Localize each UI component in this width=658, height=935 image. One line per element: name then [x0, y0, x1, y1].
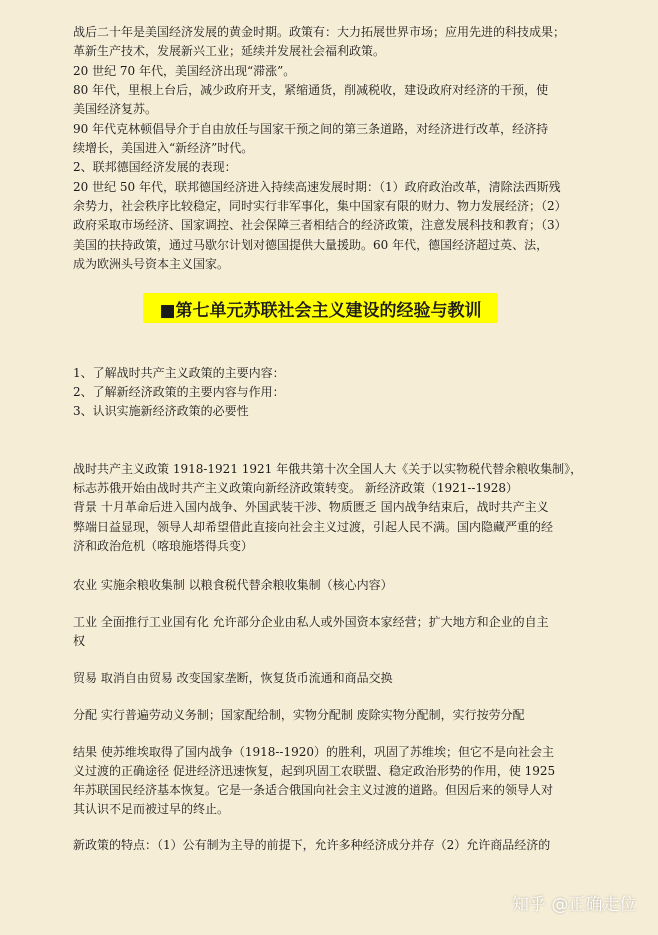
text-line: 美国的扶持政策，通过马歇尔计划对德国提供大量援助。60 年代，德国经济超过英、法，: [73, 238, 549, 252]
text-line: 成为欧洲头号资本主义国家。: [73, 257, 230, 271]
text-line: 20 世纪 70 年代，美国经济出现“滞涨”。: [73, 64, 296, 78]
objective-item: 1、了解战时共产主义政策的主要内容：: [73, 366, 285, 380]
policy-row-agriculture: 农业 实施余粮收集制 以粮食税代替余粮收集制（核心内容）: [73, 578, 393, 592]
text-line: 美国经济复苏。: [73, 102, 158, 116]
objective-item: 3、认识实施新经济政策的必要性: [73, 404, 249, 418]
text-line: 权: [73, 634, 86, 648]
text-line: 年苏联国民经济基本恢复。它是一条适合俄国向社会主义过渡的道路。但因后来的领导人对: [73, 783, 554, 797]
text-line: 济和政治危机（喀琅施塔得兵变）: [73, 539, 254, 553]
watermark: 知乎 @正确走位: [512, 895, 637, 915]
text-line: 革新生产技术，发展新兴工业；延续并发展社会福利政策。: [73, 44, 386, 58]
policy-row-distribution: 分配 实行普遍劳动义务制；国家配给制，实物分配制 废除实物分配制，实行按劳分配: [73, 708, 525, 722]
unit-heading: ■第七单元苏联社会主义建设的经验与教训: [143, 293, 498, 323]
text-line: 80 年代，里根上台后，减少政府开支，紧缩通货，削减税收，建设政府对经济的干预，使: [73, 83, 549, 97]
text-line: 背景 十月革命后进入国内战争、外国武装干涉、物质匮乏 国内战争结束后，战时共产主义: [73, 500, 549, 514]
policy-row-result: 结果 使苏维埃取得了国内战争（1918--1920）的胜利，巩固了苏维埃；但它不是向社会主: [73, 745, 555, 759]
text-line: 2、联邦德国经济发展的表现：: [73, 160, 237, 174]
text-line: 其认识不足而被过早的终止。: [73, 802, 230, 816]
text-line: 政府采取市场经济、国家调控、社会保障三者相结合的经济政策，注意发展科技和教育；（3）: [73, 218, 567, 232]
text-line: 90 年代克林顿倡导介于自由放任与国家干预之间的第三条道路，对经济进行改革，经济持: [73, 122, 549, 136]
text-line: 战时共产主义政策 1918-1921 1921 年俄共第十次全国人大《关于以实物税代替余粮收集制》，: [73, 462, 583, 476]
policy-row-industry: 工业 全面推行工业国有化 允许部分企业由私人或外国资本家经营；扩大地方和企业的自主: [73, 615, 549, 629]
text-line: 20 世纪 50 年代，联邦德国经济进入持续高速发展时期：（1）政府政治改革，清除法西斯残: [73, 180, 561, 194]
text-line: 义过渡的正确途径 促进经济迅速恢复，起到巩固工农联盟、稳定政治形势的作用，使 1925: [73, 764, 556, 778]
text-line: 标志苏俄开始由战时共产主义政策向新经济政策转变。 新经济政策（1921--1928）: [73, 481, 519, 495]
text-line: 新政策的特点：（1）公有制为主导的前提下，允许多种经济成分并存（2）允许商品经济的: [73, 838, 551, 852]
objective-item: 2、了解新经济政策的主要内容与作用：: [73, 385, 285, 399]
text-line: 弊端日益显现，领导人却希望借此直接向社会主义过渡，引起人民不满。国内隐藏严重的经: [73, 520, 554, 534]
text-line: 续增长，美国进入“新经济”时代。: [73, 141, 254, 155]
text-line: 战后二十年是美国经济发展的黄金时期。政策有：大力拓展世界市场；应用先进的科技成果；: [73, 25, 566, 39]
policy-row-trade: 贸易 取消自由贸易 改变国家垄断，恢复货币流通和商品交换: [73, 671, 393, 685]
text-line: 余势力，社会秩序比较稳定，同时实行非军事化，集中国家有限的财力、物力发展经济；（2）: [73, 199, 567, 213]
